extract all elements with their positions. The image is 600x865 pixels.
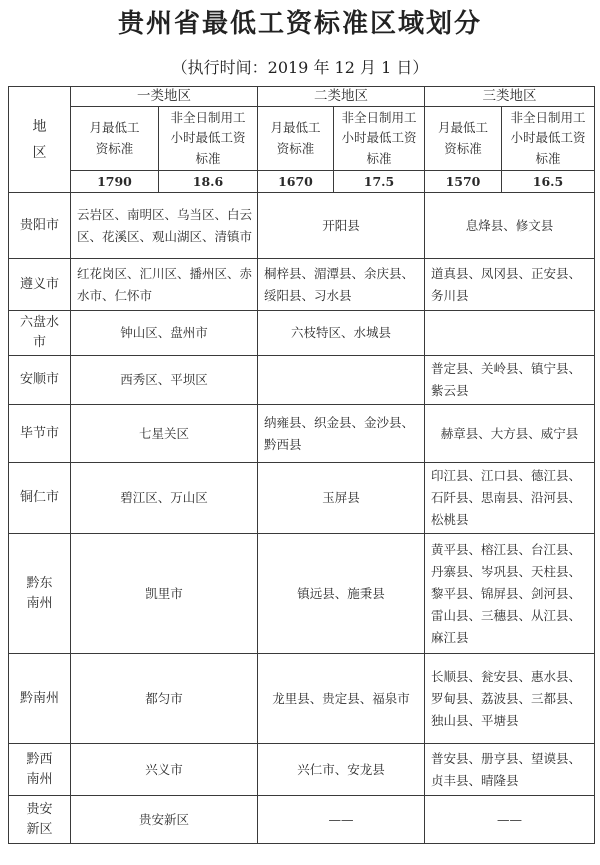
category-1-areas: 云岩区、南明区、乌当区、白云区、花溪区、观山湖区、清镇市 (71, 193, 258, 259)
hourly-wage-header (502, 107, 595, 171)
category-1-areas: 凯里市 (71, 534, 258, 654)
region-name-text: 黔东南州 (26, 575, 53, 611)
region-name: 安顺市 (9, 356, 71, 405)
category-2-areas: 玉屏县 (258, 463, 425, 534)
region-name (9, 534, 71, 654)
category-2-header: 二类地区 (258, 87, 425, 107)
category-3-areas: 赫章县、大方县、威宁县 (425, 405, 595, 463)
category-1-areas: 钟山区、盘州市 (71, 311, 258, 356)
monthly-wage-header (258, 107, 334, 171)
category-2-areas: 镇远县、施秉县 (258, 534, 425, 654)
region-name: 铜仁市 (9, 463, 71, 534)
wage-value: 18.6 (159, 171, 258, 193)
table-row (9, 405, 595, 463)
category-1-areas: 西秀区、平坝区 (71, 356, 258, 405)
table-row (9, 534, 595, 654)
region-name: 贵阳市 (9, 193, 71, 259)
region-name-text: 贵安新区 (26, 801, 53, 837)
table-row (9, 744, 595, 796)
monthly-wage-header (71, 107, 159, 171)
category-1-header: 一类地区 (71, 87, 258, 107)
region-name (9, 311, 71, 356)
category-1-areas: 红花岗区、汇川区、播州区、赤水市、仁怀市 (71, 259, 258, 311)
category-3-areas: 道真县、凤冈县、正安县、务川县 (425, 259, 595, 311)
wage-value: 1570 (425, 171, 502, 193)
hourly-wage-header-text: 非全日制用工小时最低工资标准 (510, 109, 586, 166)
region-name-text: 黔西南州 (26, 751, 53, 787)
category-2-areas (258, 356, 425, 405)
category-2-areas: 开阳县 (258, 193, 425, 259)
wage-value: 1670 (258, 171, 334, 193)
table-row (9, 796, 595, 844)
region-header-label: 地区 (32, 118, 47, 161)
effective-date: （执行时间：2019 年 12 月 1 日） (171, 58, 429, 77)
region-name-text: 六盘水市 (19, 315, 59, 350)
region-name (9, 744, 71, 796)
region-header (9, 87, 71, 193)
region-name: 遵义市 (9, 259, 71, 311)
category-2-areas: 纳雍县、织金县、金沙县、黔西县 (258, 405, 425, 463)
region-name: 毕节市 (9, 405, 71, 463)
category-3-areas: 息烽县、修文县 (425, 193, 595, 259)
table-row (9, 654, 595, 744)
wage-standard-table (8, 86, 595, 844)
table-row (9, 356, 595, 405)
category-1-areas: 都匀市 (71, 654, 258, 744)
category-1-areas: 七星关区 (71, 405, 258, 463)
hourly-wage-header-text: 非全日制用工小时最低工资标准 (341, 109, 417, 166)
category-2-areas: 龙里县、贵定县、福泉市 (258, 654, 425, 744)
category-3-areas (425, 311, 595, 356)
table-row (9, 463, 595, 534)
table-row (9, 259, 595, 311)
region-name (9, 796, 71, 844)
hourly-wage-header-text: 非全日制用工小时最低工资标准 (170, 109, 246, 166)
wage-value: 17.5 (334, 171, 425, 193)
category-3-areas: 普安县、册亨县、望谟县、贞丰县、晴隆县 (425, 744, 595, 796)
category-3-areas: 长顺县、瓮安县、惠水县、罗甸县、荔波县、三都县、独山县、平塘县 (425, 654, 595, 744)
table-row (9, 311, 595, 356)
category-2-areas: 六枝特区、水城县 (258, 311, 425, 356)
category-3-areas: 黄平县、榕江县、台江县、丹寨县、岑巩县、天柱县、黎平县、锦屏县、剑河县、雷山县、三穗县、从江县、麻江县 (425, 534, 595, 654)
category-3-areas: —— (425, 796, 595, 844)
hourly-wage-header (159, 107, 258, 171)
category-3-areas: 印江县、江口县、德江县、石阡县、思南县、沿河县、松桃县 (425, 463, 595, 534)
category-1-areas: 碧江区、万山区 (71, 463, 258, 534)
category-3-areas: 普定县、关岭县、镇宁县、紫云县 (425, 356, 595, 405)
monthly-wage-header-text: 月最低工资标准 (270, 120, 321, 156)
monthly-wage-header-text: 月最低工资标准 (89, 120, 140, 156)
category-1-areas: 贵安新区 (71, 796, 258, 844)
document-title: 贵州省最低工资标准区域划分 (117, 9, 482, 39)
category-2-areas: 兴仁市、安龙县 (258, 744, 425, 796)
hourly-wage-header (334, 107, 425, 171)
monthly-wage-header-text: 月最低工资标准 (437, 120, 488, 156)
category-2-areas: —— (258, 796, 425, 844)
wage-value: 16.5 (502, 171, 595, 193)
category-3-header: 三类地区 (425, 87, 595, 107)
wage-value: 1790 (71, 171, 159, 193)
table-row (9, 193, 595, 259)
region-name: 黔南州 (9, 654, 71, 744)
monthly-wage-header (425, 107, 502, 171)
category-1-areas: 兴义市 (71, 744, 258, 796)
category-2-areas: 桐梓县、湄潭县、余庆县、绥阳县、习水县 (258, 259, 425, 311)
